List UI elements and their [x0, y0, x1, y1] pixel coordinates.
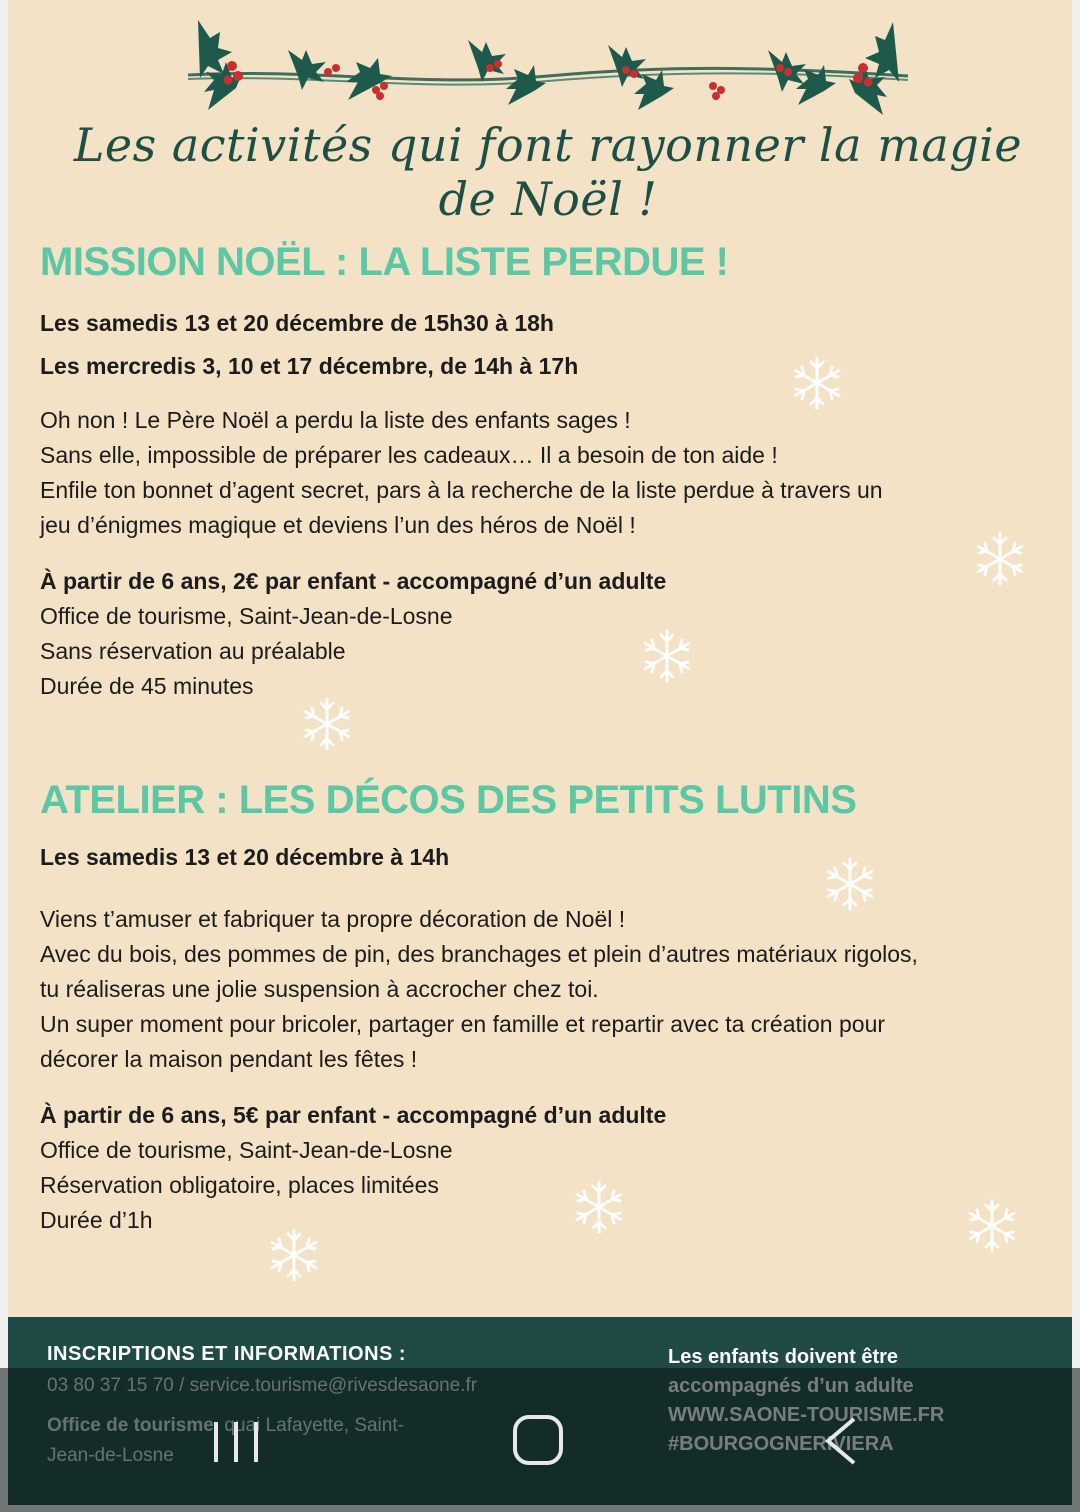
back-icon[interactable] — [820, 1416, 860, 1466]
footer-heading: INSCRIPTIONS ET INFORMATIONS : — [47, 1343, 407, 1365]
snowflake-icon — [821, 855, 879, 913]
section-title-atelier: ATELIER : LES DÉCOS DES PETITS LUTINS — [40, 778, 857, 822]
description: Viens t’amuser et fabriquer ta propre décoration de Noël ! Avec du bois, des pommes de pin, des branchages et plein d’autres matériaux rigolos, tu réaliseras une jolie suspension à accrocher chez toi. Un super moment pour bricoler, partager en famille et repartir avec ta création pour décorer la maison pendant les fêtes ! — [40, 906, 918, 1072]
holly-garland — [168, 10, 928, 120]
description: Oh non ! Le Père Noël a perdu la liste des enfants sages ! Sans elle, impossible de préparer les cadeaux… Il a besoin de ton aide ! Enfile ton bonnet d’agent secret, pars à la recherche de la liste perdue à travers un jeu d’énigmes magique et deviens l’un des héros de Noël ! — [40, 407, 883, 538]
venue: Office de tourisme, Saint-Jean-de-Losne — [40, 603, 453, 629]
snowflake-icon — [788, 354, 846, 412]
booking-info: Réservation obligatoire, places limitées — [40, 1172, 439, 1198]
flyer-page — [8, 0, 1072, 1505]
duration: Durée d’1h — [40, 1207, 153, 1233]
snowflake-icon — [963, 1197, 1021, 1255]
recent-apps-icon[interactable] — [210, 1420, 262, 1464]
practical-info — [40, 564, 1040, 704]
page-title: Les activités qui font rayonner la magie de Noël ! — [73, 118, 1023, 226]
home-icon[interactable] — [512, 1414, 564, 1466]
schedule-line: Les samedis 13 et 20 décembre à 14h — [40, 844, 450, 870]
snowflake-icon — [638, 627, 696, 685]
snowflake-icon — [570, 1178, 628, 1236]
snowflake-icon — [971, 530, 1029, 588]
snowflake-icon — [265, 1226, 323, 1284]
practical-info — [40, 1098, 1040, 1238]
footer-notes: Les enfants doivent être — [668, 1343, 1048, 1459]
section-title-mission-noel: MISSION NOËL : LA LISTE PERDUE ! — [40, 240, 729, 284]
schedule-line: Les mercredis 3, 10 et 17 décembre, de 14h à 17h — [40, 353, 579, 379]
schedule-line: Les samedis 13 et 20 décembre de 15h30 à 18h — [40, 310, 554, 336]
price-info: À partir de 6 ans, 5€ par enfant - accompagné d’un adulte — [40, 1102, 667, 1128]
duration: Durée de 45 minutes — [40, 673, 254, 699]
price-info: À partir de 6 ans, 2€ par enfant - accompagné d’un adulte — [40, 568, 667, 594]
navigation-bar — [0, 1368, 1080, 1512]
venue: Office de tourisme, Saint-Jean-de-Losne — [40, 1137, 453, 1163]
booking-info: Sans réservation au préalable — [40, 638, 346, 664]
snowflake-icon — [298, 695, 356, 753]
